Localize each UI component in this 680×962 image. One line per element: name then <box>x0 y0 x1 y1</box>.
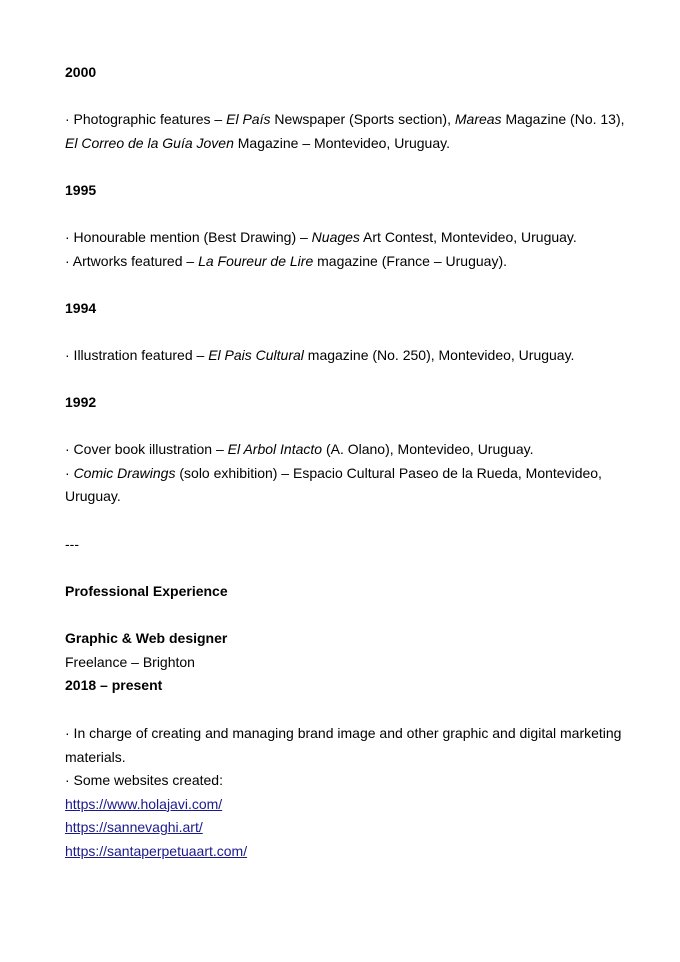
year-heading-1994: 1994 <box>65 300 97 316</box>
job-period: 2018 – present <box>65 677 163 694</box>
section-separator: --- <box>65 536 79 552</box>
year-heading-2000: 2000 <box>65 64 97 80</box>
entries-1995 <box>65 226 625 273</box>
job-company: Freelance – Brighton <box>65 653 195 670</box>
year-heading-1992: 1992 <box>65 394 97 410</box>
entries-1992 <box>65 438 625 509</box>
website-link-holajavi[interactable]: https://www.holajavi.com/ <box>65 795 223 812</box>
job-desc-line-1: · In charge of creating and managing brand image and other graphic and digital marketing <box>65 725 622 741</box>
entry-1992-comic-drawings: · Comic Drawings (solo exhibition) – Espacio Cultural Paseo de la Rueda, Montevideo, <box>65 464 602 481</box>
entry-1992-cover-illustration: · Cover book illustration – El Arbol Intacto (A. Olano), Montevideo, Uruguay. <box>65 441 534 457</box>
job-role: Graphic & Web designer <box>65 630 228 646</box>
job-entry <box>65 627 625 698</box>
entry-2000-photographic-features: · Photographic features – El País Newspaper (Sports section), Mareas Magazine (No. 13), El Correo de la Guía Joven Magazine – Montevideo, Uruguay. <box>65 111 625 151</box>
website-link-santaperpetua[interactable]: https://santaperpetuaart.com/ <box>65 842 248 859</box>
job-description <box>65 722 625 864</box>
entry-1995-artworks-featured: · Artworks featured – La Foureur de Lire magazine (France – Uruguay). <box>65 252 508 269</box>
job-desc-line-1-cont: materials. <box>65 748 126 765</box>
website-link-sannevaghi[interactable]: https://sannevaghi.art/ <box>65 819 203 836</box>
entry-1995-honourable-mention: · Honourable mention (Best Drawing) – Nuages Art Contest, Montevideo, Uruguay. <box>65 229 577 245</box>
year-heading-1995: 1995 <box>65 182 97 198</box>
professional-experience-heading: Professional Experience <box>65 583 228 599</box>
entry-1994-illustration-featured: · Illustration featured – El Pais Cultural magazine (No. 250), Montevideo, Uruguay. <box>65 347 575 363</box>
job-desc-line-2: · Some websites created: <box>65 772 223 789</box>
entry-1992-comic-drawings-cont: Uruguay. <box>65 488 121 505</box>
